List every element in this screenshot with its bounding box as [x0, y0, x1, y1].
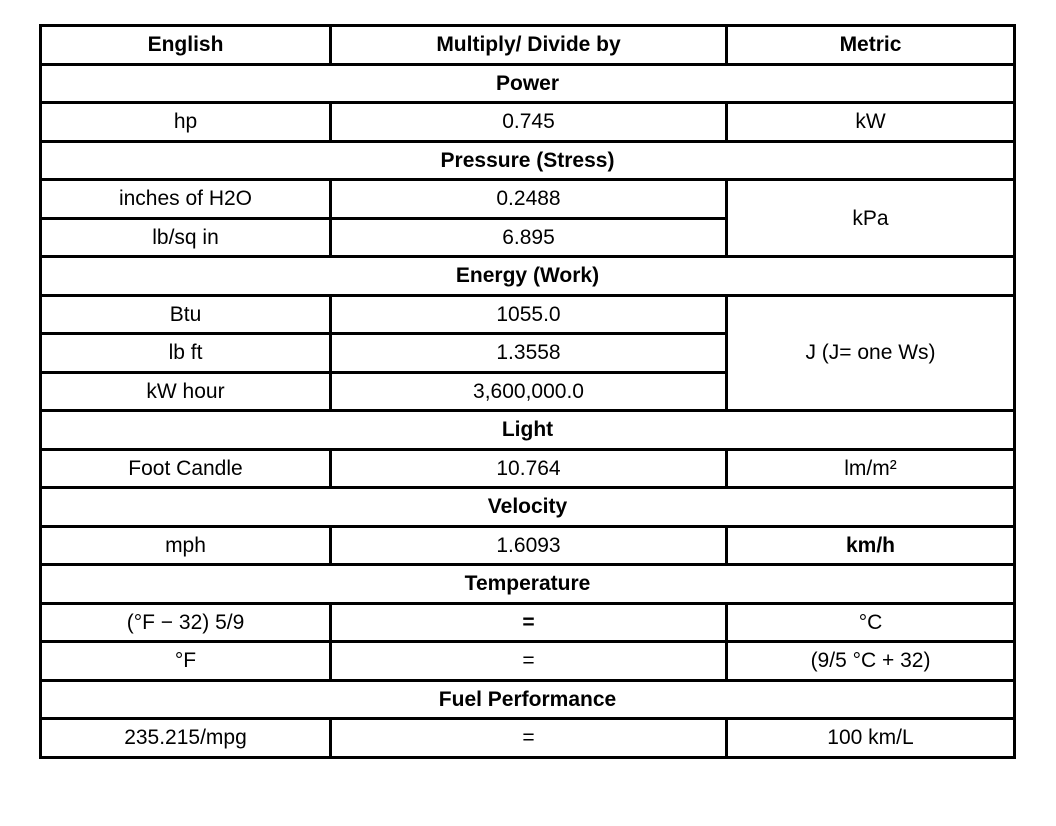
- section-title-pressure: Pressure (Stress): [41, 141, 1015, 180]
- section-row-power: [41, 64, 1015, 103]
- table-row: [41, 180, 1015, 219]
- conversion-factor: 6.895: [331, 218, 727, 257]
- english-unit: kW hour: [41, 372, 331, 411]
- section-title-velocity: Velocity: [41, 488, 1015, 527]
- header-factor: Multiply/ Divide by: [331, 26, 727, 65]
- table-row: [41, 103, 1015, 142]
- conversion-factor: 0.745: [331, 103, 727, 142]
- english-unit: hp: [41, 103, 331, 142]
- section-title-energy: Energy (Work): [41, 257, 1015, 296]
- metric-unit: lm/m²: [727, 449, 1015, 488]
- metric-unit: kPa: [727, 180, 1015, 257]
- conversion-factor: =: [331, 603, 727, 642]
- header-metric: Metric: [727, 26, 1015, 65]
- section-title-fuel: Fuel Performance: [41, 680, 1015, 719]
- conversion-factor: 1.6093: [331, 526, 727, 565]
- section-title-power: Power: [41, 64, 1015, 103]
- conversion-factor: 1055.0: [331, 295, 727, 334]
- table-row: [41, 642, 1015, 681]
- table-row: [41, 603, 1015, 642]
- section-row-pressure: [41, 141, 1015, 180]
- english-unit: (°F − 32) 5/9: [41, 603, 331, 642]
- metric-unit: 100 km/L: [727, 719, 1015, 758]
- section-row-temperature: [41, 565, 1015, 604]
- section-row-fuel: [41, 680, 1015, 719]
- metric-unit: J (J= one Ws): [727, 295, 1015, 411]
- english-unit: mph: [41, 526, 331, 565]
- conversion-factor: 3,600,000.0: [331, 372, 727, 411]
- conversion-factor: =: [331, 719, 727, 758]
- metric-unit: °C: [727, 603, 1015, 642]
- english-unit: lb ft: [41, 334, 331, 373]
- metric-unit: (9/5 °C + 32): [727, 642, 1015, 681]
- conversion-factor: =: [331, 642, 727, 681]
- english-unit: inches of H2O: [41, 180, 331, 219]
- header-english: English: [41, 26, 331, 65]
- english-unit: lb/sq in: [41, 218, 331, 257]
- english-unit: 235.215/mpg: [41, 719, 331, 758]
- table-row: [41, 526, 1015, 565]
- section-title-light: Light: [41, 411, 1015, 450]
- conversion-factor: 10.764: [331, 449, 727, 488]
- section-row-energy: [41, 257, 1015, 296]
- conversion-factor: 1.3558: [331, 334, 727, 373]
- english-unit: Btu: [41, 295, 331, 334]
- english-unit: Foot Candle: [41, 449, 331, 488]
- english-unit: °F: [41, 642, 331, 681]
- conversion-factor: 0.2488: [331, 180, 727, 219]
- section-title-temperature: Temperature: [41, 565, 1015, 604]
- table-row: [41, 295, 1015, 334]
- table-row: [41, 449, 1015, 488]
- table-header-row: [41, 26, 1015, 65]
- metric-unit: km/h: [727, 526, 1015, 565]
- table-row: [41, 719, 1015, 758]
- conversion-table: [39, 24, 1016, 759]
- metric-unit: kW: [727, 103, 1015, 142]
- section-row-velocity: [41, 488, 1015, 527]
- section-row-light: [41, 411, 1015, 450]
